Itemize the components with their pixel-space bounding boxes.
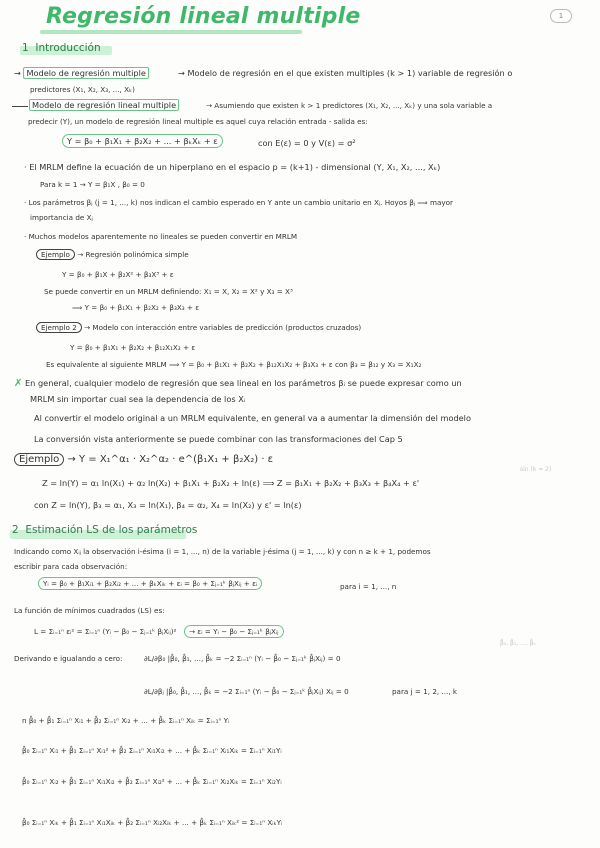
log-transform: Z = ln(Y) = α₁ ln(X₁) + α₂ ln(X₂) + β₁X₁ + β₂X₂ + ln(ε) ⟹ Z = β₁X₁ + β₂X₂ + β₃X₃ + β₄X₄ + ε' [42, 478, 420, 488]
remark-text: La conversión vista anteriormente se puede combinar con las transformaciones del Cap 5 [34, 434, 403, 444]
section-number: 2 [12, 524, 19, 536]
ls-function: L = Σᵢ₌₁ⁿ εᵢ² = Σᵢ₌₁ⁿ (Yᵢ − β₀ − Σⱼ₌₁ᵏ βⱼXᵢⱼ)² [34, 627, 177, 636]
normal-equation: β̂₀ Σᵢ₌₁ⁿ Xᵢ₂ + β̂₁ Σᵢ₌₁ⁿ Xᵢ₁Xᵢ₂ + β̂₂ Σᵢ₌₁ⁿ Xᵢ₂² + ... + β̂ₖ Σᵢ₌₁ⁿ Xᵢ₂Xᵢₖ = Σᵢ₌₁ⁿ Xᵢ₂Yᵢ [22, 777, 282, 786]
example-label: Ejemplo [14, 453, 64, 466]
remark-text: MRLM sin importar cual sea la dependencia de los Xᵢ [30, 394, 246, 404]
bullet-text: · Los parámetros βⱼ (j = 1, ..., k) nos indican el cambio esperado en Y ante un cambio unitario en Xⱼ. Hoyos βⱼ ⟹ mayor [24, 198, 453, 207]
equation-box: Y = β₀ + β₁X₁ + β₂X₂ + ... + βₖXₖ + ε [62, 134, 223, 148]
example-1 [36, 250, 189, 259]
margin-note: sin (k = 2) [520, 466, 552, 473]
derivative-range: para j = 1, 2, ..., k [392, 687, 458, 696]
remark-text: Al convertir el modelo original a un MRLM equivalente, en general va a aumentar la dimensión del modelo [34, 413, 471, 423]
arrow-line [12, 106, 28, 107]
page-title: Regresión lineal multiple [46, 4, 361, 29]
observation-range: para i = 1, ..., n [340, 582, 397, 591]
section-1-heading [22, 42, 101, 54]
derivative-equation: ∂L/∂βⱼ |β̂₀, β̂₁, ..., β̂ₖ = −2 Σᵢ₌₁ⁿ (Yᵢ − β̂₀ − Σⱼ₌₁ᵏ β̂ⱼXᵢⱼ) Xᵢⱼ = 0 [144, 687, 349, 696]
equation-condition: con E(ε) = 0 y V(ε) = σ² [258, 138, 356, 148]
title-underline [40, 30, 302, 34]
definition-text: → Modelo de regresión en el que existen multiples (k > 1) variable de regresión o [178, 68, 513, 78]
example-2 [36, 323, 361, 332]
equation-box: Yᵢ = β₀ + β₁Xᵢ₁ + β₂Xᵢ₂ + ... + βₖXᵢₖ + εᵢ = β₀ + Σⱼ₌₁ᵏ βⱼXᵢⱼ + εᵢ [38, 577, 262, 590]
bullet-text: · El MRLM define la ecuación de un hiperplano en el espacio p = (k+1) - dimensional (Y, X₁, X₂, ..., Xₖ) [24, 162, 441, 172]
derivation-intro: Derivando e igualando a cero: [14, 654, 123, 663]
remark-text: En general, cualquier modelo de regresión que sea lineal en los parámetros βᵢ se puede expresar como un [25, 378, 462, 388]
ls-intro: La función de mínimos cuadrados (LS) es: [14, 606, 165, 615]
definition-text: predictores (X₁, X₂, X₃, ..., Xₖ) [30, 85, 135, 94]
example-equation: → Y = X₁^α₁ · X₂^α₂ · e^(β₁X₁ + β₂X₂) · ε [67, 454, 274, 465]
section-number: 1 [22, 42, 29, 54]
section-title: Introducción [35, 42, 101, 54]
variable-definition: con Z = ln(Y), β₃ = α₁, X₃ = ln(X₁), β₄ = α₂, X₄ = ln(X₂) y ε' = ln(ε) [34, 500, 302, 510]
term-box: Modelo de regresión multiple [23, 67, 148, 79]
margin-note: β̂₀, β̂₁, ..., β̂ₖ [500, 640, 537, 647]
intro-text: Indicando como Xᵢⱼ la observación i-ésima (i = 1, ..., n) de la variable j-ésima (j = 1, ..., k) y con n ≥ k + 1, podemos [14, 547, 431, 556]
bullet-text: importancia de Xⱼ [30, 213, 93, 222]
residual-definition [184, 627, 284, 636]
bullet-text: · Muchos modelos aparentemente no lineales se pueden convertir en MRLM [24, 232, 298, 241]
example-equation: Y = β₀ + β₁X₁ + β₂X₂ + β₁₂X₁X₂ + ε [70, 343, 196, 352]
example-equation: Y = β₀ + β₁X + β₂X² + β₃X³ + ε [62, 270, 174, 279]
equation-box: → εᵢ = Yᵢ − β₀ − Σⱼ₌₁ᵏ βⱼXᵢⱼ [184, 625, 284, 638]
bullet-text: Para k = 1 ⇝ Y = β₁X , β₀ = 0 [40, 180, 145, 189]
model-equation [62, 136, 223, 146]
normal-equation: β̂₀ Σᵢ₌₁ⁿ Xᵢ₁ + β̂₁ Σᵢ₌₁ⁿ Xᵢ₁² + β̂₂ Σᵢ₌₁ⁿ Xᵢ₁Xᵢ₂ + ... + β̂ₖ Σᵢ₌₁ⁿ Xᵢ₁Xᵢₖ = Σᵢ₌₁ⁿ Xᵢ₁Yᵢ [22, 746, 282, 755]
definition-text: → Asumiendo que existen k > 1 predictores (X₁, X₂, ..., Xₖ) y una sola variable a [206, 101, 493, 110]
definition-text: predecir (Y), un modelo de regresión lineal multiple es aquel cuya relación entrada - salida es: [28, 117, 368, 126]
derivative-equation: ∂L/∂β₀ |β̂₀, β̂₁, ..., β̂ₖ = −2 Σᵢ₌₁ⁿ (Yᵢ − β̂₀ − Σⱼ₌₁ᵏ β̂ⱼXᵢⱼ) = 0 [144, 654, 341, 663]
section-title: Estimación LS de los parámetros [25, 524, 198, 536]
normal-equation: n β̂₀ + β̂₁ Σᵢ₌₁ⁿ Xᵢ₁ + β̂₂ Σᵢ₌₁ⁿ Xᵢ₂ + ... + β̂ₖ Σᵢ₌₁ⁿ Xᵢₖ = Σᵢ₌₁ⁿ Yᵢ [22, 716, 230, 725]
example-label: Ejemplo 2 [36, 322, 82, 333]
term-box: Modelo de regresión lineal multiple [29, 99, 179, 111]
intro-text: escribir para cada observación: [14, 562, 128, 571]
example-text: → Modelo con interacción entre variables de predicción (productos cruzados) [84, 323, 362, 332]
example-text: → Regresión polinómica simple [77, 250, 189, 259]
definition-line: → Modelo de regresión multiple [14, 68, 149, 78]
example-result: Es equivalente al siguiente MRLM ⟹ Y = β₀ + β₁X₁ + β₂X₂ + β₁₂X₁X₂ + β₃X₃ + ε con β₃ = β₁₂ y X₃ = X₁X₂ [46, 360, 422, 369]
page-number: 1 [550, 9, 572, 23]
normal-equation: β̂₀ Σᵢ₌₁ⁿ Xᵢₖ + β̂₁ Σᵢ₌₁ⁿ Xᵢ₁Xᵢₖ + β̂₂ Σᵢ₌₁ⁿ Xᵢ₂Xᵢₖ + ... + β̂ₖ Σᵢ₌₁ⁿ Xᵢₖ² = Σᵢ₌₁ⁿ XᵢₖYᵢ [22, 818, 283, 827]
observation-equation [38, 579, 262, 588]
general-remark [14, 378, 462, 389]
example-3 [14, 454, 273, 465]
example-label: Ejemplo [36, 249, 75, 260]
definition-line [29, 100, 179, 110]
example-text: Se puede convertir en un MRLM definiendo: X₁ = X, X₂ = X² y X₃ = X³ [44, 287, 293, 296]
section-2-heading [12, 524, 197, 536]
example-result: ⟹ Y = β₀ + β₁X₁ + β₂X₂ + β₃X₃ + ε [72, 303, 200, 312]
check-icon: ✗ [14, 378, 23, 389]
